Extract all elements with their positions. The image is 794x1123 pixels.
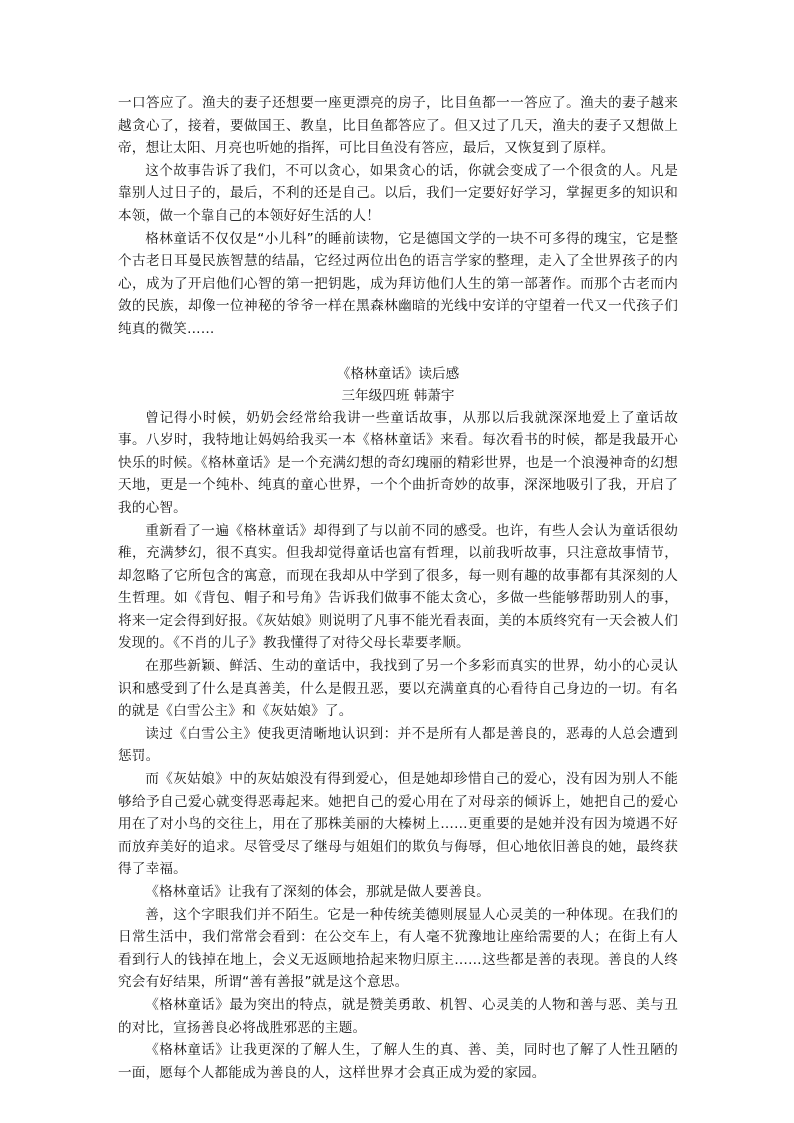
essay-byline: 三年级四班 韩萧宇 (341, 387, 455, 404)
paragraph: 而《灰姑娘》中的灰姑娘没有得到爱心，但是她却珍惜自己的爱心，没有因为别人不能够给予自己爱心就变得恶毒起来。她把自己的爱心用在了对母亲的倾诉上，她把自己的爱心用在了对小鸟的交往上，用在了那株美丽的大榛树上……更重要的是她并没有因为境遇不好而放弃美好的追求。尽管受尽了继母与姐姐们的欺负与侮辱，但心地依旧善良的她，最终获得了幸福。 (118, 771, 678, 878)
section-gap (118, 341, 678, 363)
paragraph: 曾记得小时候，奶奶会经常给我讲一些童话故事，从那以后我就深深地爱上了童话故事。八岁时，我特地让妈妈给我买一本《格林童话》来看。每次看书的时候，都是我最开心快乐的时候。《格林童话》是一个充满幻想的奇幻瑰丽的精彩世界，也是一个浪漫神奇的幻想天地，更是一个纯朴、纯真的童心世界，一个个曲折奇妙的故事，深深地吸引了我，开启了我的心智。 (118, 409, 678, 516)
paragraph: 重新看了一遍《格林童话》却得到了与以前不同的感受。也许，有些人会认为童话很幼稚，充满梦幻，很不真实。但我却觉得童话也富有哲理，以前我听故事，只注意故事情节，却忽略了它所包含的寓意，而现在我却从中学到了很多，每一则有趣的故事都有其深刻的人生哲理。如《背包、帽子和号角》告诉我们做事不能太贪心，多做一些能够帮助别人的事，将来一定会得到好报。《灰姑娘》则说明了凡事不能光看表面，美的本质终究有一天会被人们发现的。《不肖的儿子》教我懂得了对待父母长辈要孝顺。 (118, 522, 678, 652)
paragraph-grimm-intro: 格林童话不仅仅是“小儿科”的睡前读物，它是德国文学的一块不可多得的瑰宝，它是整个古老日耳曼民族智慧的结晶，它经过两位出色的语言学家的整理，走入了全世界孩子的内心，成为了开启他们心智的第一把钥匙，成为拜访他们人生的第一部著作。而那个古老而内敛的民族，却像一位神秘的爷爷一样在黑森林幽暗的光线中安详的守望着一代又一代孩子们纯真的微笑…… (118, 230, 678, 337)
paragraph: 读过《白雪公主》使我更清晰地认识到：并不是所有人都是善良的，恶毒的人总会遭到惩罚。 (118, 725, 678, 765)
paragraph: 在那些新颖、鲜活、生动的童话中，我找到了另一个多彩而真实的世界，幼小的心灵认识和感受到了什么是真善美，什么是假丑恶，要以充满童真的心看待自己身边的一切。有名的就是《白雪公主》和《灰姑娘》了。 (118, 658, 678, 720)
paragraph: 《格林童话》让我更深的了解人生，了解人生的真、善、美，同时也了解了人性丑陋的一面，愿每个人都能成为善良的人，这样世界才会真正成为爱的家园。 (118, 1042, 678, 1081)
paragraph-continued: 一口答应了。渔夫的妻子还想要一座更漂亮的房子，比目鱼都一一答应了。渔夫的妻子越来越贪心了，接着，要做国王、教皇，比目鱼都答应了。但又过了几天，渔夫的妻子又想做上帝，想让太阳、月亮也听她的指挥，可比目鱼没有答应，最后，又恢复到了原样。 (118, 95, 678, 157)
paragraph: 善，这个字眼我们并不陌生。它是一种传统美德则展显人心灵美的一种体现。在我们的日常生活中，我们常常会看到：在公交车上，有人毫不犹豫地让座给需要的人；在街上有人看到行人的钱掉在地上，会义无返顾地拾起来物归原主……这些都是善的表现。善良的人终究会有好结果，所谓“善有善报”就是这个意思。 (118, 906, 678, 991)
paragraph: 《格林童话》让我有了深刻的体会，那就是做人要善良。 (145, 884, 491, 900)
paragraph-moral: 这个故事告诉了我们，不可以贪心，如果贪心的话，你就会变成了一个很贪的人。凡是靠别人过日子的，最后，不利的还是自己。以后，我们一定要好好学习，掌握更多的知识和本领，做一个靠自己的本领好好生活的人！ (118, 162, 678, 224)
paragraph: 《格林童话》最为突出的特点，就是赞美勇敢、机智、心灵美的人物和善与恶、美与丑的对比，宣扬善良必将战胜邪恶的主题。 (118, 996, 678, 1036)
document-page (118, 92, 678, 1084)
essay-title: 《格林童话》读后感 (336, 365, 460, 382)
